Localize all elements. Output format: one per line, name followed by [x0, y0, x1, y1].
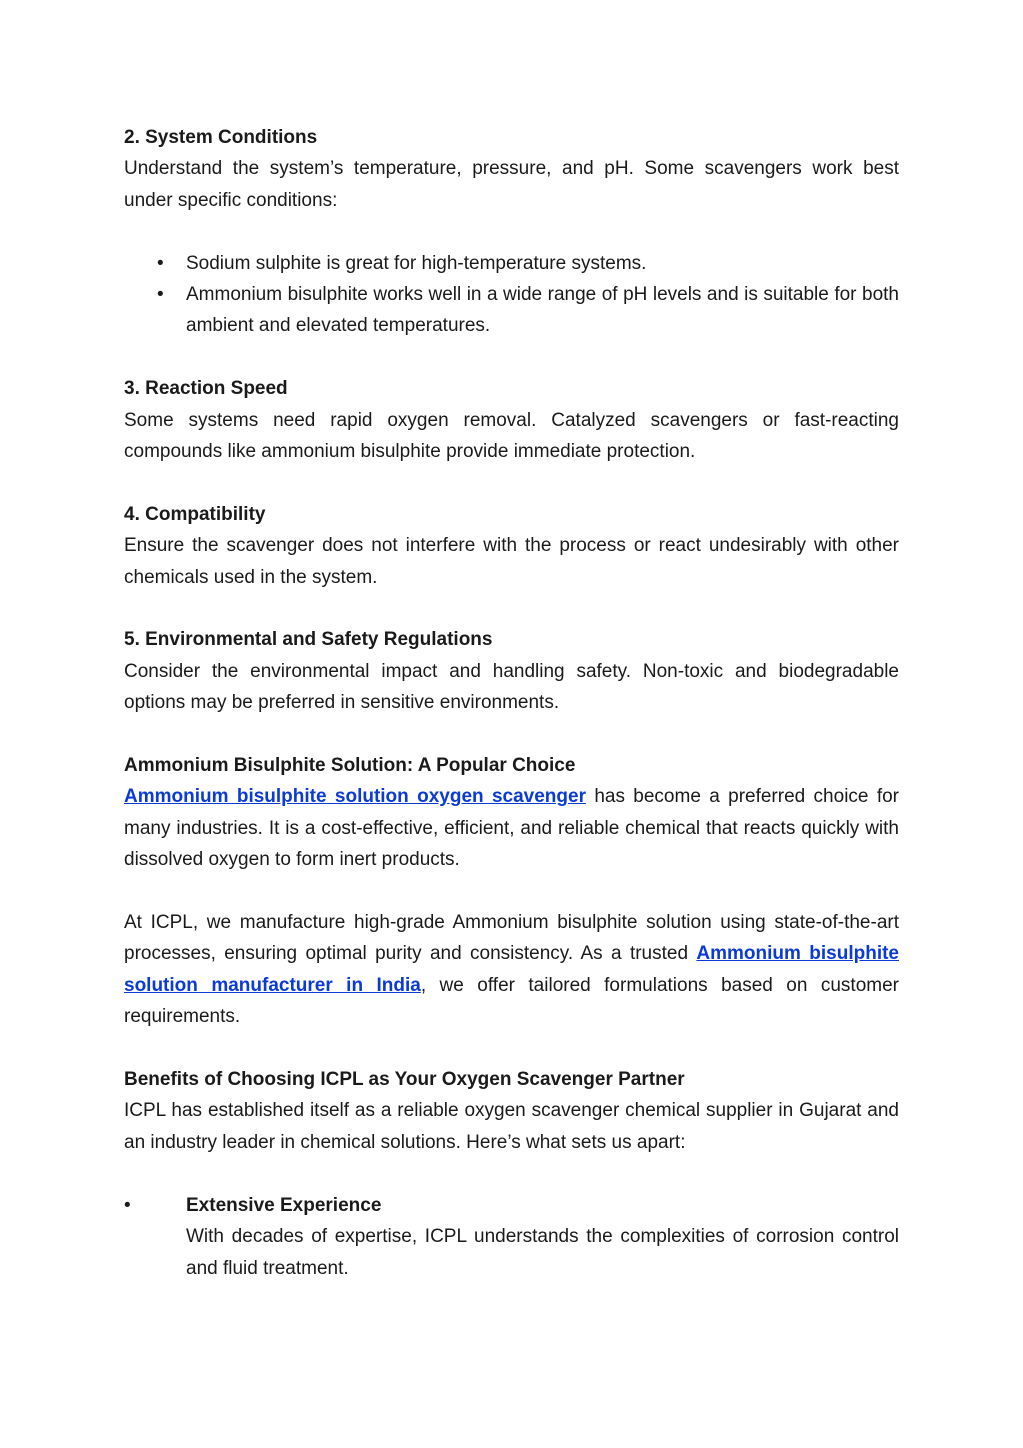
list-item-text: Ammonium bisulphite works well in a wide range of pH levels and is suitable for both ambient and elevated temperatures.: [186, 284, 899, 337]
document-page: [124, 122, 899, 1284]
section-heading-ammonium: Ammonium Bisulphite Solution: A Popular Choice: [124, 755, 576, 777]
ammonium-manufacturer-india-link[interactable]: Ammonium bisulphite solution manufacturer in India: [124, 943, 899, 996]
paragraph-system-conditions: Understand the system’s temperature, pressure, and pH. Some scavengers work best under specific conditions:: [124, 158, 899, 211]
list-item: [124, 1190, 899, 1284]
bullet-icon: •: [157, 284, 164, 306]
section-heading-system-conditions: 2. System Conditions: [124, 127, 318, 148]
ammonium-oxygen-scavenger-link[interactable]: Ammonium bisulphite solution oxygen scavenger: [124, 786, 586, 808]
section-heading-compatibility: 4. Compatibility: [124, 503, 266, 525]
section-heading-environmental: 5. Environmental and Safety Regulations: [124, 629, 493, 651]
paragraph-reaction-speed: Some systems need rapid oxygen removal. Catalyzed scavengers or fast-reacting compounds like ammonium bisulphite provide immediate protection.: [124, 409, 899, 463]
spacer: [124, 342, 899, 373]
paragraph-ammonium-2: [124, 907, 899, 1033]
bullet-icon: •: [124, 1194, 131, 1216]
list-item: [124, 279, 899, 342]
bullet-list-benefits: [124, 1190, 899, 1284]
paragraph-text: has become a preferred choice for many industries. It is a cost-effective, efficient, and reliable chemical that reacts quickly with dissolved oxygen to form inert products.: [124, 786, 899, 871]
spacer: [124, 876, 899, 907]
spacer: [124, 593, 899, 624]
section-heading-reaction-speed: 3. Reaction Speed: [124, 378, 288, 400]
paragraph-compatibility: Ensure the scavenger does not interfere with the process or react undesirably with other chemicals used in the system.: [124, 535, 899, 588]
spacer: [124, 719, 899, 750]
paragraph-benefits: ICPL has established itself as a reliable oxygen scavenger chemical supplier in Gujarat and an industry leader in chemical solutions. Here’s what sets us apart:: [124, 1100, 899, 1153]
spacer: [124, 216, 899, 247]
spacer: [124, 1158, 899, 1189]
spacer: [124, 467, 899, 498]
bullet-icon: •: [157, 252, 164, 274]
bullet-list-system-conditions: [124, 248, 899, 342]
section-heading-benefits: Benefits of Choosing ICPL as Your Oxygen Scavenger Partner: [124, 1069, 685, 1091]
paragraph-text: At ICPL, we manufacture high-grade Ammonium bisulphite solution using state-of-the-art processes, ensuring optimal purity and consistency. As a trusted: [124, 912, 899, 965]
list-item: [124, 248, 899, 279]
benefit-body: With decades of expertise, ICPL understands the complexities of corrosion control and fluid treatment.: [186, 1226, 899, 1279]
paragraph-ammonium-1: [124, 781, 899, 875]
paragraph-text: , we offer tailored formulations based on customer requirements.: [124, 974, 899, 1028]
paragraph-environmental: Consider the environmental impact and handling safety. Non-toxic and biodegradable options may be preferred in sensitive environments.: [124, 660, 899, 714]
list-item-text: Sodium sulphite is great for high-temperature systems.: [186, 252, 647, 274]
benefit-title: Extensive Experience: [186, 1194, 382, 1216]
spacer: [124, 1033, 899, 1064]
